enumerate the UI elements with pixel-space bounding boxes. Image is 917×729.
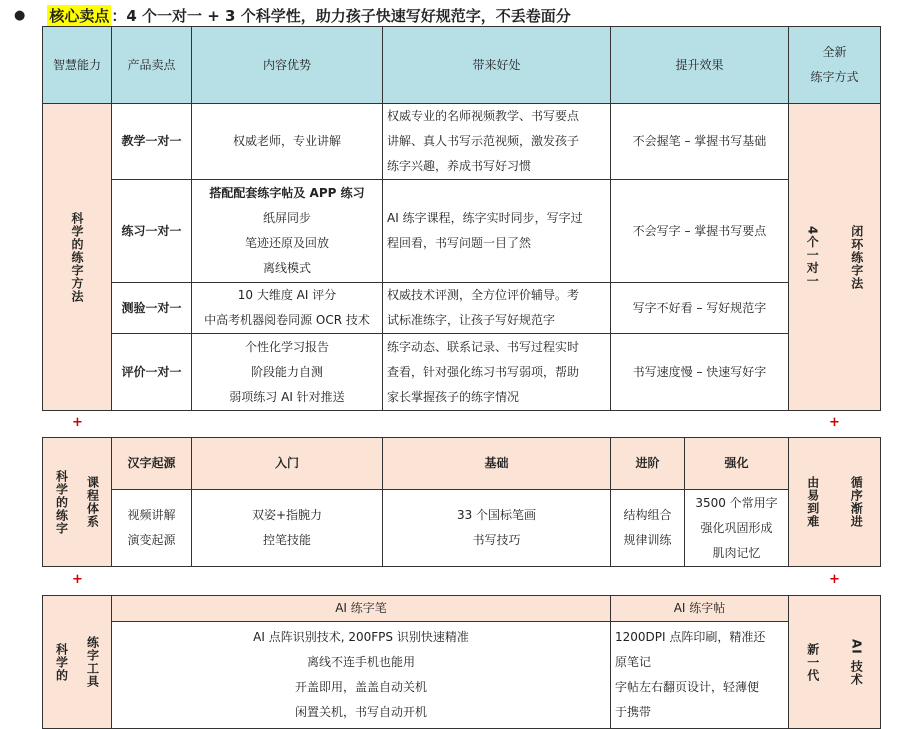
content-line: 个性化学习报告 xyxy=(244,339,329,354)
stage-line: 3500 个常用字 xyxy=(695,495,778,510)
benefit-cell xyxy=(383,180,611,283)
stage-line: 视频讲解 xyxy=(127,508,176,522)
point-cell: 测验一对一 xyxy=(112,283,192,334)
header-line: 练字方式 xyxy=(810,70,859,84)
right-col-cell xyxy=(789,596,881,729)
stage-cell xyxy=(685,490,789,567)
content-cell xyxy=(192,104,383,180)
benefit-line: 查看，针对强化练习书写弱项，帮助 xyxy=(387,364,580,379)
book-cell xyxy=(611,622,789,729)
book-line: 原笔记 xyxy=(615,655,652,669)
stage-header: 汉字起源 xyxy=(112,438,192,490)
benefit-cell xyxy=(383,283,611,334)
right-col-label: 闭环练字法 xyxy=(849,224,864,290)
stage-header: 进阶 xyxy=(611,438,685,490)
benefit-line: 练字兴趣，养成书写好习惯 xyxy=(387,159,532,173)
plus-sign: + xyxy=(829,415,840,430)
benefit-line: AI 练字课程，练字实时同步，写字过 xyxy=(387,211,583,225)
stage-line: 33 个国标笔画 xyxy=(456,508,537,522)
header-colon: ： xyxy=(111,6,127,25)
category-label: 科学的练字 xyxy=(54,469,69,535)
tool-header: AI 练字笔 xyxy=(112,596,611,622)
point-cell: 评价一对一 xyxy=(112,334,192,411)
category-label: 科学的练字方法 xyxy=(70,211,84,303)
pen-cell xyxy=(112,622,611,729)
stage-line: 规律训练 xyxy=(623,533,672,547)
content-cell xyxy=(192,180,383,283)
stage-header: 基础 xyxy=(383,438,611,490)
content-line: 10 大维度 AI 评分 xyxy=(237,288,337,302)
stage-cell xyxy=(112,490,192,567)
point-cell: 练习一对一 xyxy=(112,180,192,283)
header-label: 核心卖点 xyxy=(49,6,110,25)
col-header: 智慧能力 xyxy=(43,27,112,104)
right-col-cell xyxy=(789,438,881,567)
course-table xyxy=(42,437,881,567)
header xyxy=(14,4,571,26)
content-line: 纸屏同步 xyxy=(262,211,311,225)
col-header: 内容优势 xyxy=(192,27,383,104)
category-label: 练字工具 xyxy=(85,636,100,688)
plus-sign: + xyxy=(72,415,83,430)
stage-header: 入门 xyxy=(192,438,383,490)
book-line: 于携带 xyxy=(615,705,652,719)
stage-line: 结构组合 xyxy=(623,508,672,522)
benefit-line: 权威技术评测，全方位评价辅导。考 xyxy=(387,288,580,302)
stage-line: 肌肉记忆 xyxy=(712,545,761,560)
content-cell xyxy=(192,334,383,411)
header-text: 4 个一对一 + 3 个科学性，助力孩子快速写好规范字，不丢卷面分 xyxy=(126,6,571,25)
right-col-cell xyxy=(789,104,881,411)
stage-line: 演变起源 xyxy=(127,533,176,547)
right-col-label: 循序渐进 xyxy=(849,476,864,528)
stage-line: 书写技巧 xyxy=(472,533,521,547)
right-col-label: 由易到难 xyxy=(805,476,820,528)
bullet-icon: ● xyxy=(14,7,26,23)
content-line: 弱项练习 AI 针对推送 xyxy=(229,389,345,404)
tool-header: AI 练字帖 xyxy=(611,596,789,622)
effect-cell: 不会写字 – 掌握书写要点 xyxy=(611,180,789,283)
benefit-line: 权威专业的名师视频教学、书写要点 xyxy=(387,109,580,123)
content-cell xyxy=(192,283,383,334)
stage-cell xyxy=(192,490,383,567)
stage-cell xyxy=(611,490,685,567)
right-col-label: 新一代 xyxy=(805,642,820,682)
pen-line: 开盖即用，盖盖自动关机 xyxy=(294,680,427,694)
content-line: 阶段能力自测 xyxy=(250,364,323,379)
effect-cell: 写字不好看 – 写好规范字 xyxy=(611,283,789,334)
stage-line: 强化巩固形成 xyxy=(700,520,773,535)
category-label: 课程体系 xyxy=(85,476,100,528)
benefit-cell xyxy=(383,334,611,411)
book-line: 1200DPI 点阵印刷，精准还 xyxy=(615,630,766,644)
benefit-line: 程回看，书写问题一目了然 xyxy=(387,236,532,250)
effect-cell: 书写速度慢 – 快速写好字 xyxy=(611,334,789,411)
stage-cell xyxy=(383,490,611,567)
methods-table xyxy=(42,26,881,411)
stage-line: 双姿+指腕力 xyxy=(251,508,323,522)
content-line: 笔迹还原及回放 xyxy=(244,236,329,250)
pen-line: AI 点阵识别技术, 200FPS 识别快速精准 xyxy=(253,630,469,644)
pen-line: 闲置关机，书写自动开机 xyxy=(294,705,427,719)
tools-table xyxy=(42,595,881,729)
category-label: 科学的 xyxy=(54,642,69,682)
benefit-line: 练字动态、联系记录、书写过程实时 xyxy=(387,339,580,354)
benefit-line: 家长掌握孩子的练字情况 xyxy=(387,389,520,404)
content-line: 中高考机器阅卷同源 OCR 技术 xyxy=(204,313,370,327)
benefit-cell xyxy=(383,104,611,180)
pen-line: 离线不连手机也能用 xyxy=(306,655,415,669)
content-line: 搭配配套练字帖及 APP 练习 xyxy=(209,186,365,200)
header-line: 全新 xyxy=(822,45,847,59)
col-header: 提升效果 xyxy=(611,27,789,104)
benefit-line: 试标准练字，让孩子写好规范字 xyxy=(387,313,556,327)
plus-sign: + xyxy=(829,572,840,587)
col-header: 带来好处 xyxy=(383,27,611,104)
stage-line: 控笔技能 xyxy=(262,533,311,547)
right-col-label: 4个一对一 xyxy=(805,226,820,288)
content-line: 权威老师，专业讲解 xyxy=(232,134,341,148)
category-cell xyxy=(43,596,112,729)
category-cell xyxy=(43,438,112,567)
col-header: 产品卖点 xyxy=(112,27,192,104)
book-line: 字帖左右翻页设计，轻薄便 xyxy=(615,680,760,694)
content-line: 离线模式 xyxy=(262,261,311,275)
point-cell: 教学一对一 xyxy=(112,104,192,180)
benefit-line: 讲解、真人书写示范视频，激发孩子 xyxy=(387,134,580,148)
plus-sign: + xyxy=(72,572,83,587)
category-cell xyxy=(43,104,112,411)
right-col-label: AI 技术 xyxy=(849,638,864,686)
stage-header: 强化 xyxy=(685,438,789,490)
effect-cell: 不会握笔 – 掌握书写基础 xyxy=(611,104,789,180)
col-header-last xyxy=(789,27,881,104)
